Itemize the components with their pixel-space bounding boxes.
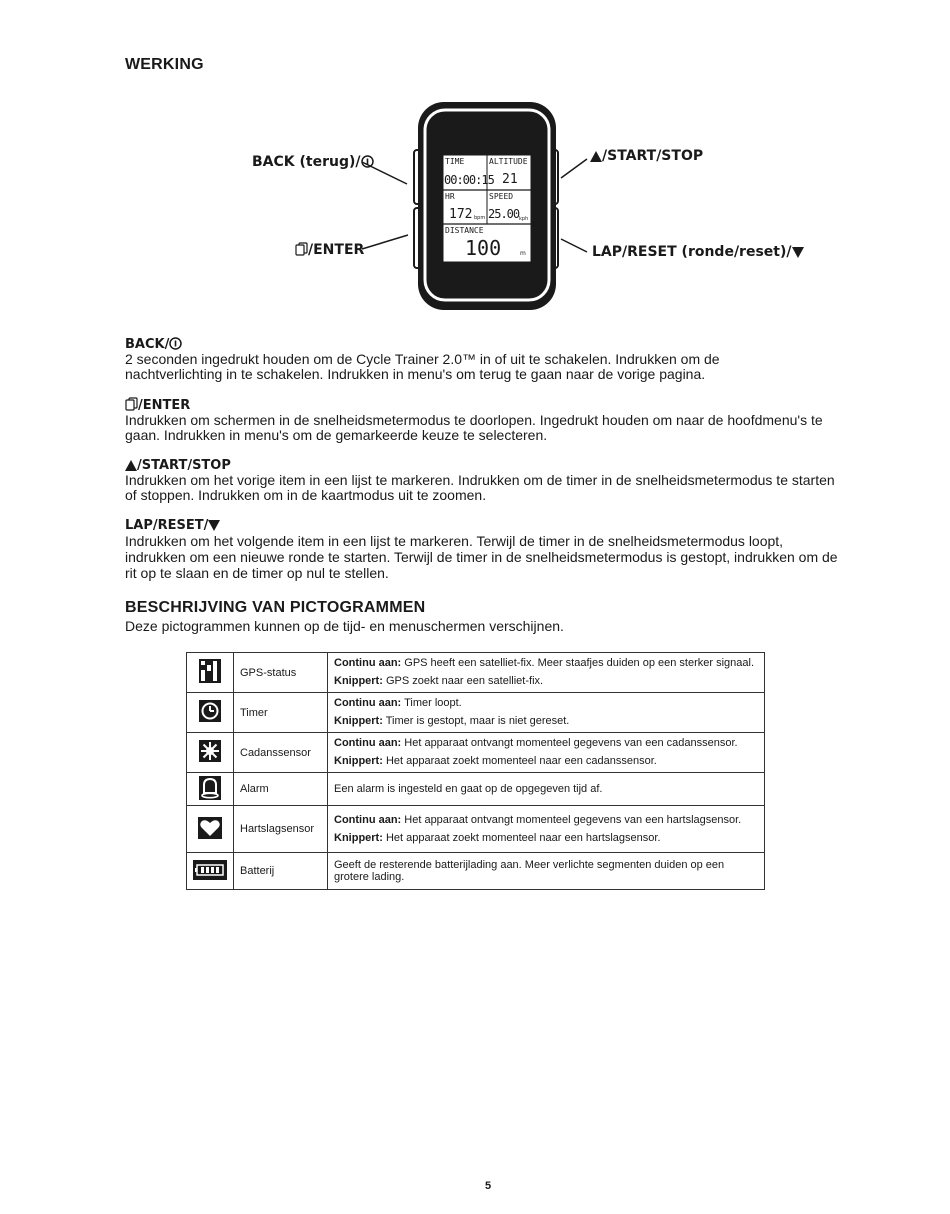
icon-description: Continu aan: Timer loopt. Knippert: Timer is gestopt, maar is niet gereset. <box>328 693 765 733</box>
device-illustration <box>240 100 800 315</box>
icon-name: GPS-status <box>234 653 328 693</box>
screen-distance-value: 100 <box>465 236 502 260</box>
table-row <box>187 806 765 853</box>
screen-hr-value: 172 <box>449 207 473 222</box>
icon-cell <box>187 653 234 693</box>
screen-speed-value: 25.00 <box>488 207 520 221</box>
screen-time-label: TIME <box>445 157 465 166</box>
icon-cell <box>187 693 234 733</box>
icon-name: Alarm <box>234 773 328 806</box>
section-title-werking: WERKING <box>125 56 204 73</box>
alarm-icon <box>199 776 221 800</box>
pages-icon <box>125 397 138 411</box>
button-desc-start-title: /START/STOP <box>125 458 840 473</box>
screen-speed-label: SPEED <box>489 192 514 201</box>
button-desc-enter-title: /ENTER <box>125 397 840 413</box>
timer-icon <box>199 700 221 722</box>
icon-cell <box>187 806 234 853</box>
button-desc-lap-reset <box>125 518 840 581</box>
button-desc-start-text: Indrukken om het vorige item in een lijst te markeren. Indrukken om de timer in de snelheidsmetermodus te starten of stoppen. Indrukken om in de kaartmodus uit te zoomen. <box>125 472 835 503</box>
icons-table <box>186 652 765 890</box>
table-row <box>187 693 765 733</box>
screen-hr-label: HR <box>445 192 455 201</box>
button-desc-lap-text: Indrukken om het volgende item in een lijst te markeren. Terwijl de timer in de snelheidsmetermodus loopt, indrukken om een nieuwe ronde te starten. Terwijl de timer in de snelheidsmetermodus is gestopt, indrukken om de rit op te slaan en de timer op nul te stellen. <box>125 533 838 581</box>
table-row <box>187 853 765 890</box>
icon-name: Timer <box>234 693 328 733</box>
icon-cell <box>187 733 234 773</box>
icon-description: Continu aan: Het apparaat ontvangt momenteel gegevens van een cadanssensor. Knippert: Het apparaat zoekt momenteel naar een cadanssensor. <box>328 733 765 773</box>
icon-description: Een alarm is ingesteld en gaat op de opgegeven tijd af. <box>328 773 765 806</box>
device-diagram <box>240 100 800 315</box>
button-desc-start-stop <box>125 458 840 503</box>
heart-rate-sensor-icon <box>198 817 222 839</box>
button-desc-lap-title: LAP/RESET/ <box>125 518 840 533</box>
battery-icon <box>193 860 227 880</box>
table-row <box>187 733 765 773</box>
screen-distance-label: DISTANCE <box>445 226 484 235</box>
screen-hr-unit: bpm <box>474 215 486 221</box>
screen-speed-unit: kph <box>519 216 529 222</box>
icon-name: Batterij <box>234 853 328 890</box>
icon-description: Geeft de resterende batterijlading aan. Meer verlichte segmenten duiden op een grotere lading. <box>328 853 765 890</box>
icon-cell <box>187 773 234 806</box>
gps-status-icon <box>199 659 221 683</box>
button-desc-back-title: BACK/ <box>125 337 840 352</box>
cadence-sensor-icon <box>199 740 221 762</box>
table-row <box>187 773 765 806</box>
section-intro: Deze pictogrammen kunnen op de tijd- en menuschermen verschijnen. <box>125 618 564 634</box>
screen-time-value: 00:00:15 <box>444 173 494 187</box>
button-desc-back-text: 2 seconden ingedrukt houden om de Cycle Trainer 2.0™ in of uit te schakelen. Indrukken om de nachtverlichting in te schakelen. Indrukken in menu's om terug te gaan naar de vorige pagina. <box>125 351 720 382</box>
button-desc-enter-text: Indrukken om schermen in de snelheidsmetermodus te doorlopen. Ingedrukt houden om naar de hoofdmenu's te gaan. Indrukken in menu's om de gemarkeerde keuze te selecteren. <box>125 412 823 443</box>
page-number: 5 <box>484 1180 492 1192</box>
icon-description: Continu aan: Het apparaat ontvangt momenteel gegevens van een hartslagsensor. Knippert: Het apparaat zoekt momenteel naar een hartslagsensor. <box>328 806 765 853</box>
power-icon <box>169 337 182 350</box>
section-title-pictogrammen: BESCHRIJVING VAN PICTOGRAMMEN <box>125 599 426 616</box>
callout-start-label: /START/STOP <box>602 148 704 164</box>
screen-altitude-value: 21 <box>502 172 518 187</box>
callout-lap-label: LAP/RESET (ronde/reset)/ <box>592 244 792 260</box>
icon-cell <box>187 853 234 890</box>
callout-enter-label: /ENTER <box>308 242 365 258</box>
button-desc-back <box>125 337 840 382</box>
button-desc-enter <box>125 397 840 443</box>
icon-name: Hartslagsensor <box>234 806 328 853</box>
screen-distance-unit: m <box>520 250 526 257</box>
down-arrow-icon <box>208 520 220 531</box>
icon-description: Continu aan: GPS heeft een satelliet-fix. Meer staafjes duiden op een sterker signaal. Knippert: GPS zoekt naar een satelliet-fix. <box>328 653 765 693</box>
icon-name: Cadanssensor <box>234 733 328 773</box>
table-row <box>187 653 765 693</box>
up-arrow-icon <box>125 460 137 471</box>
callout-back-label: BACK (terug)/ <box>252 154 361 170</box>
screen-altitude-label: ALTITUDE <box>489 157 528 166</box>
